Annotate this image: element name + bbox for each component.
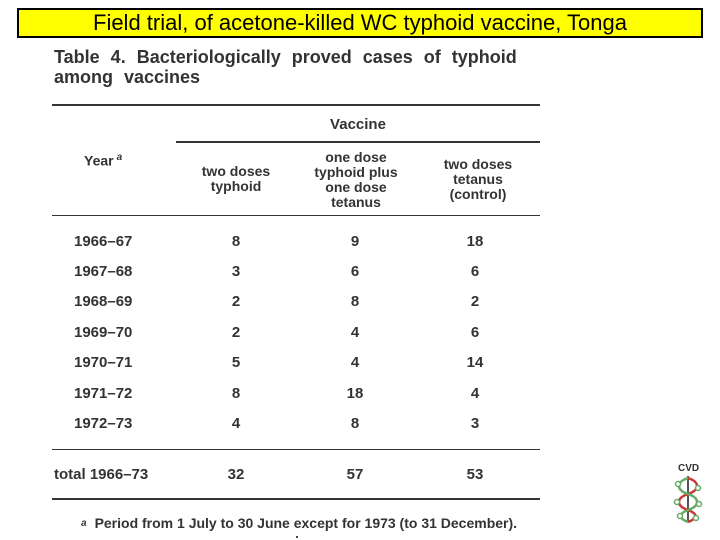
vaccine-group-header: Vaccine xyxy=(330,116,386,133)
table-row xyxy=(0,354,720,378)
row-year: 1970–71 xyxy=(74,354,133,371)
table-row xyxy=(0,233,720,257)
total-label: total 1966–73 xyxy=(54,466,149,483)
header-rule xyxy=(52,215,540,216)
table-row xyxy=(0,293,720,317)
row-year: 1969–70 xyxy=(74,324,133,341)
vaccine-group-rule xyxy=(176,141,540,143)
cell-two-doses-typhoid: 2 xyxy=(231,293,241,310)
cvd-logo-text: CVD xyxy=(678,463,700,474)
cell-tetanus-control: 6 xyxy=(470,263,480,280)
column-header-line: tetanus xyxy=(453,171,503,187)
cell-typhoid-plus-tetanus: 9 xyxy=(350,233,360,250)
cell-tetanus-control: 4 xyxy=(470,385,480,402)
cell-two-doses-typhoid: 5 xyxy=(231,354,241,371)
total-row xyxy=(0,466,720,490)
table-footnote xyxy=(78,515,517,531)
table-row xyxy=(0,415,720,439)
slide-title: Field trial, of acetone-killed WC typhoid vaccine, Tonga xyxy=(17,8,703,38)
column-header-two-doses-typhoid xyxy=(186,164,286,194)
column-header-line: one dose xyxy=(325,179,387,195)
scan-speck xyxy=(296,536,298,538)
row-year: 1968–69 xyxy=(74,293,133,310)
column-header-line: one dose xyxy=(325,149,387,165)
cell-typhoid-plus-tetanus: 8 xyxy=(350,293,360,310)
cell-tetanus-control: 3 xyxy=(470,415,480,432)
cell-typhoid-plus-tetanus: 18 xyxy=(346,385,364,402)
table-row xyxy=(0,324,720,348)
table-caption: Table 4. Bacteriologically proved cases of typhoid among vaccines xyxy=(54,47,517,87)
column-header-line: two doses xyxy=(443,156,513,172)
caduceus-icon xyxy=(664,462,712,524)
total-typhoid-plus-tetanus: 57 xyxy=(346,466,364,483)
cell-two-doses-typhoid: 8 xyxy=(231,233,241,250)
row-year: 1967–68 xyxy=(74,263,133,280)
cell-two-doses-typhoid: 8 xyxy=(231,385,241,402)
cell-two-doses-typhoid: 2 xyxy=(231,324,241,341)
cell-tetanus-control: 18 xyxy=(466,233,484,250)
year-column-header xyxy=(84,152,122,169)
column-header-line: typhoid xyxy=(210,178,262,194)
cell-tetanus-control: 14 xyxy=(466,354,484,371)
total-two-doses-typhoid: 32 xyxy=(227,466,245,483)
footnote-text: Period from 1 July to 30 June except for 1973 (to 31 December). xyxy=(94,515,518,531)
row-year: 1972–73 xyxy=(74,415,133,432)
column-header-line: (control) xyxy=(449,186,507,202)
table-row xyxy=(0,385,720,409)
table-row xyxy=(0,263,720,287)
year-header-label: Year xyxy=(84,152,114,169)
cell-typhoid-plus-tetanus: 4 xyxy=(350,354,360,371)
cell-tetanus-control: 2 xyxy=(470,293,480,310)
total-tetanus-control: 53 xyxy=(466,466,484,483)
column-header-line: tetanus xyxy=(331,194,381,210)
footnote-mark: a xyxy=(81,518,87,529)
total-rule xyxy=(52,449,540,450)
bottom-rule xyxy=(52,498,540,500)
cell-typhoid-plus-tetanus: 6 xyxy=(350,263,360,280)
column-header-line: typhoid plus xyxy=(314,164,398,180)
cell-tetanus-control: 6 xyxy=(470,324,480,341)
top-rule xyxy=(52,104,540,106)
cell-two-doses-typhoid: 4 xyxy=(231,415,241,432)
column-header-line: two doses xyxy=(201,163,271,179)
cell-two-doses-typhoid: 3 xyxy=(231,263,241,280)
year-footnote-mark: a xyxy=(116,152,123,163)
column-header-tetanus-control xyxy=(426,157,530,202)
row-year: 1966–67 xyxy=(74,233,133,250)
column-header-typhoid-plus-tetanus xyxy=(300,150,412,210)
row-year: 1971–72 xyxy=(74,385,133,402)
cell-typhoid-plus-tetanus: 4 xyxy=(350,324,360,341)
cell-typhoid-plus-tetanus: 8 xyxy=(350,415,360,432)
